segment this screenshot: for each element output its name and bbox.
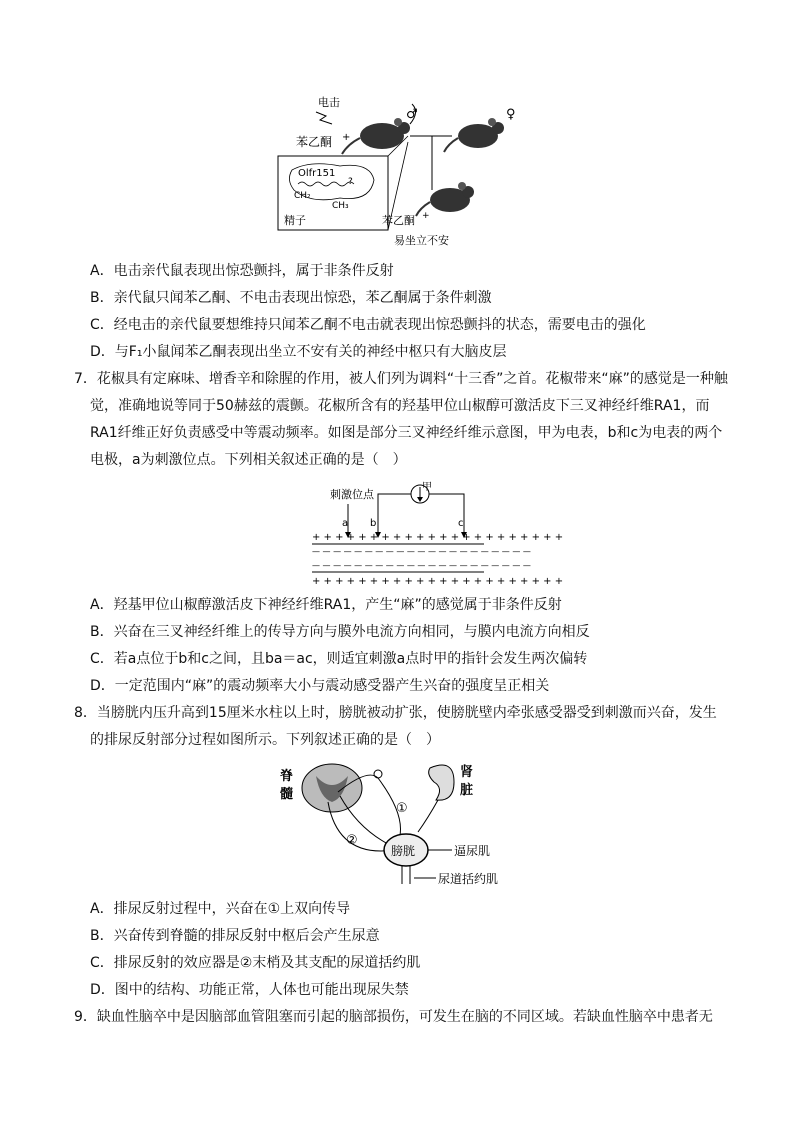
electric-label: 电击: [318, 96, 340, 109]
q7-option-d: D．一定范围内“麻”的震动频率大小与震动感受器产生兴奋的强度呈正相关: [90, 678, 550, 694]
kidney-label-1: 肾: [460, 765, 474, 780]
q6-option-d: D．与F₁小鼠闻苯乙酮表现出坐立不安有关的神经中枢只有大脑皮层: [90, 344, 507, 360]
pathway-2-label: ②: [346, 833, 358, 848]
detrusor-label: 逼尿肌: [454, 844, 491, 858]
benzene-label-left: 苯乙酮: [296, 135, 333, 149]
pathway-1-label: ①: [396, 801, 408, 816]
q7-stem-line-1: 7．花椒具有定麻味、增香辛和除腥的作用，被人们列为调料“十三香”之首。花椒带来“麻”的感觉是一种触: [74, 371, 728, 387]
figure-mouse-experiment: [270, 92, 540, 252]
q6-option-b: B．亲代鼠只闻苯乙酮、不电击表现出惊恐，苯乙酮属于条件刺激: [90, 290, 492, 306]
q7-stem-line-2: 觉，准确地说等同于50赫兹的震颤。花椒所含有的羟基甲位山椒醇可激活皮下三叉神经纤维RA1，而: [90, 398, 710, 414]
electrode-b-label: b: [370, 518, 377, 529]
kidney-icon: [429, 765, 454, 800]
q6-option-c: C．经电击的亲代鼠要想维持只闻苯乙酮不电击就表现出惊恐颤抖的状态，需要电击的强化: [90, 317, 646, 333]
female-mouse-icon: [444, 118, 504, 152]
q8-option-a: A．排尿反射过程中，兴奋在①上双向传导: [90, 901, 351, 917]
minus-row-bottom: — — — — — — — — — — — — — — — — — — — — —: [312, 561, 531, 570]
kidney-label-2: 脏: [460, 783, 474, 798]
sphincter-label: 尿道括约肌: [438, 872, 499, 886]
q8-option-d: D．图中的结构、功能正常，人体也可能出现尿失禁: [90, 982, 409, 998]
bladder-label: 膀胱: [391, 844, 416, 858]
svg-text:+: +: [342, 132, 351, 143]
figure-micturition-reflex: [278, 758, 518, 890]
restless-label: 易坐立不安: [394, 234, 449, 247]
q7-stem-line-4: 电极，a为刺激位点。下列相关叙述正确的是（ ）: [90, 452, 407, 468]
electrode-a-label: a: [342, 518, 349, 529]
q8-stem-line-2: 的排尿反射部分过程如图所示。下列叙述正确的是（ ）: [90, 732, 440, 748]
q8-option-b: B．兴奋传到脊髓的排尿反射中枢后会产生尿意: [90, 928, 380, 944]
male-mouse-icon: [342, 118, 410, 154]
q9-stem-line-1: 9．缺血性脑卒中是因脑部血管阻塞而引起的脑部损伤，可发生在脑的不同区域。若缺血性脑卒中患者无: [74, 1009, 713, 1025]
plus-row-top: + + + + + + + + + + + + + + + + + + + + + +: [312, 532, 564, 543]
gene-label: Olfr151: [298, 168, 336, 179]
q8-option-c: C．排尿反射的效应器是②末梢及其支配的尿道括约肌: [90, 955, 421, 971]
ch2-label: CH₂: [294, 191, 311, 201]
q7-option-a: A．羟基甲位山椒醇激活皮下神经纤维RA1，产生“麻”的感觉属于非条件反射: [90, 597, 562, 613]
q7-stem-line-3: RA1纤维正好负责感受中等震动频率。如图是部分三叉神经纤维示意图，甲为电表，b和c为电表的两个: [90, 425, 723, 441]
meter-label: 甲: [422, 482, 432, 493]
q6-option-a: A．电击亲代鼠表现出惊恐颤抖，属于非条件反射: [90, 263, 394, 279]
stimulus-site-label: 刺激位点: [330, 488, 374, 501]
lightning-icon: [316, 112, 332, 124]
q7-option-b: B．兴奋在三叉神经纤维上的传导方向与膜外电流方向相同，与膜内电流方向相反: [90, 624, 590, 640]
plus-row-bottom: + + + + + + + + + + + + + + + + + + + + + +: [312, 576, 564, 587]
q8-stem-line-1: 8．当膀胱内压升高到15厘米水柱以上时，膀胱被动扩张，使膀胱壁内牵张感受器受到刺激而兴奋，发生: [74, 705, 717, 721]
benzene-label-bottom: 苯乙酮: [382, 214, 415, 227]
q7-option-c: C．若a点位于b和c之间，且ba＝ac，则适宜刺激a点时甲的指针会发生两次偏转: [90, 651, 588, 667]
female-symbol: ♀: [506, 107, 516, 122]
svg-text:?: ?: [348, 177, 353, 187]
spinal-cord-label-2: 髓: [280, 787, 294, 802]
svg-text:+: +: [422, 211, 430, 221]
electrode-c-label: c: [458, 518, 464, 529]
ch3-label: CH₃: [332, 201, 349, 211]
sperm-label: 精子: [284, 214, 306, 227]
spinal-cord-label-1: 脊: [280, 769, 294, 784]
figure-nerve-fiber: [308, 482, 564, 587]
minus-row-top: — — — — — — — — — — — — — — — — — — — — —: [312, 547, 531, 556]
male-symbol: ♂: [406, 107, 418, 122]
